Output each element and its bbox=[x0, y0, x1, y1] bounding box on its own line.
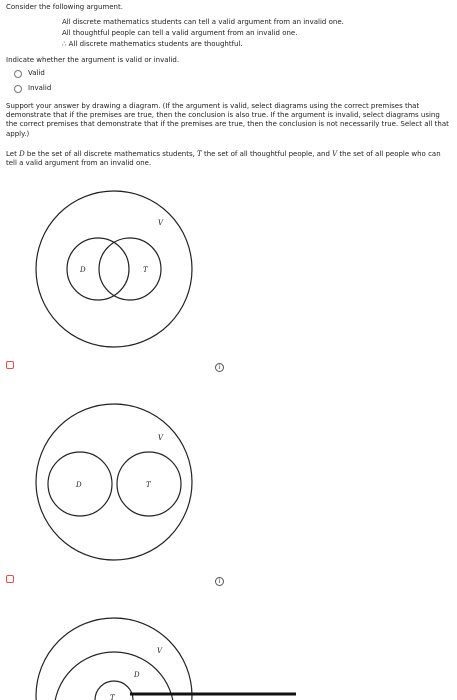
label-t: T bbox=[146, 481, 151, 489]
label-v: V bbox=[158, 434, 164, 442]
label-d: D bbox=[80, 266, 86, 274]
premise-2: All thoughtful people can tell a valid argument from an invalid one. bbox=[62, 29, 298, 37]
diagram-2 bbox=[36, 404, 192, 560]
set-definitions: Let D be the set of all discrete mathematics students, T the set of all thoughtful people, and V the set of all people who can tell a valid argument from an invalid one. bbox=[6, 150, 441, 168]
set-v-circle bbox=[36, 404, 192, 560]
diagram-1 bbox=[36, 191, 192, 347]
premise-1: All discrete mathematics students can tell a valid argument from an invalid one. bbox=[62, 18, 344, 26]
set-v-circle bbox=[36, 191, 192, 347]
info-icon[interactable]: i bbox=[215, 363, 224, 372]
radio-invalid-label: Invalid bbox=[28, 84, 52, 92]
label-d: D bbox=[76, 481, 82, 489]
label-d: D bbox=[134, 671, 140, 679]
info-icon[interactable]: i bbox=[215, 577, 224, 586]
diagram-1-checkbox[interactable] bbox=[6, 361, 14, 369]
diagram-2-checkbox[interactable] bbox=[6, 575, 14, 583]
label-t: T bbox=[143, 266, 148, 274]
question-text: Indicate whether the argument is valid or invalid. bbox=[6, 56, 180, 64]
label-v: V bbox=[157, 647, 163, 655]
radio-valid-label: Valid bbox=[28, 69, 45, 77]
set-t-circle bbox=[99, 238, 161, 300]
label-t: T bbox=[110, 694, 115, 700]
diagram-3 bbox=[36, 618, 296, 700]
label-v: V bbox=[158, 219, 164, 227]
support-instructions: Support your answer by drawing a diagram. (If the argument is valid, select diagrams using the correct premises that demonstrate that if the premises are true, then the conclusion is also true. If the argument is invalid, select diagrams using the correct premises that demonstrate that if the premises are true, then the conclusion is not necessarily true. Select all that apply.) bbox=[6, 102, 449, 138]
set-d-circle bbox=[67, 238, 129, 300]
conclusion: ∴ All discrete mathematics students are thoughtful. bbox=[62, 40, 243, 48]
intro-text: Consider the following argument. bbox=[6, 3, 123, 11]
